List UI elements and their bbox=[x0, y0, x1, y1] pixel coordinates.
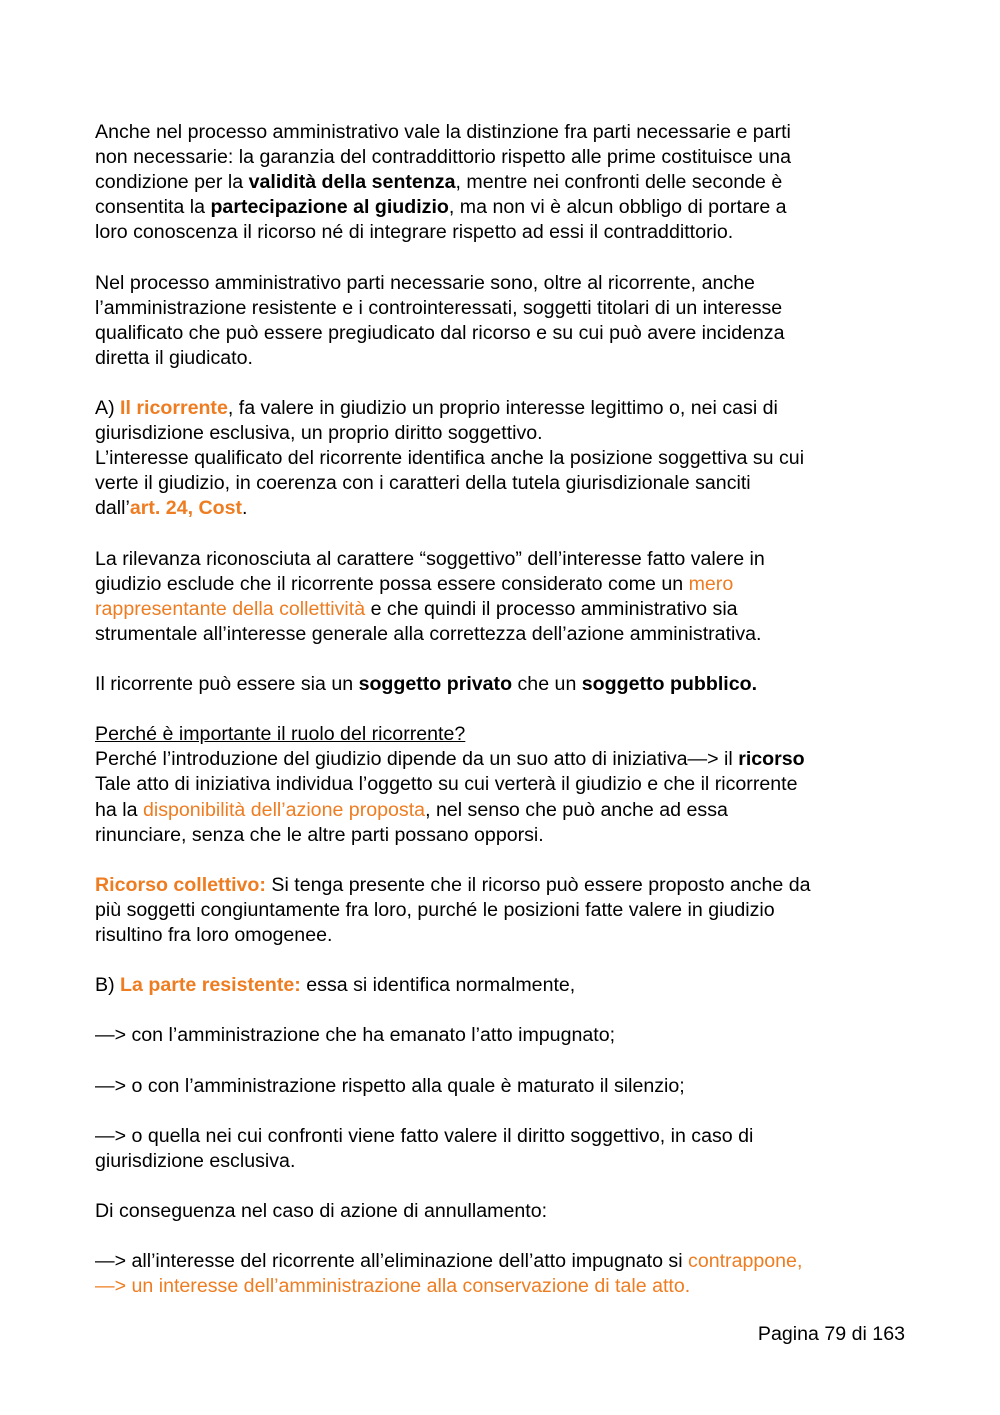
text-span: Nel processo amministrativo parti necessarie sono, oltre al ricorrente, anche bbox=[95, 271, 755, 294]
text-line bbox=[95, 170, 915, 195]
highlight-term: mero bbox=[688, 572, 734, 595]
text-span: più soggetti congiuntamente fra loro, purché le posizioni fatte valere in giudizio bbox=[95, 898, 775, 921]
paragraph-soggetto bbox=[95, 672, 915, 697]
text-span: Anche nel processo amministrativo vale la distinzione fra parti necessarie e parti bbox=[95, 121, 791, 143]
text-span: che un bbox=[512, 673, 582, 696]
text-line bbox=[95, 421, 915, 446]
text-line bbox=[95, 296, 915, 321]
text-span: —> all’interesse del ricorrente all’eliminazione dell’atto impugnato si bbox=[95, 1250, 689, 1273]
highlight-term: rappresentante della collettività bbox=[95, 597, 366, 620]
list-item-diritto-soggettivo bbox=[95, 1124, 915, 1174]
text-line bbox=[95, 1199, 915, 1224]
text-span: La rilevanza riconosciuta al carattere “soggettivo” dell’interesse fatto valere in bbox=[95, 547, 765, 570]
text-span: dall’ bbox=[95, 497, 130, 520]
text-span: giurisdizione esclusiva. bbox=[95, 1149, 296, 1172]
text-line bbox=[95, 747, 915, 772]
bold-term: validità della sentenza bbox=[248, 171, 456, 194]
text-line bbox=[95, 446, 915, 471]
text-line bbox=[95, 321, 915, 346]
text-line bbox=[95, 496, 915, 521]
text-line bbox=[95, 346, 915, 371]
text-line bbox=[95, 1149, 915, 1174]
text-line bbox=[95, 898, 915, 923]
text-span: giurisdizione esclusiva, un proprio diritto soggettivo. bbox=[95, 422, 543, 445]
text-line bbox=[95, 722, 915, 747]
text-span: risultino fra loro omogenee. bbox=[95, 924, 333, 946]
text-span: loro conoscenza il ricorso né di integrare rispetto ad essi il contraddittorio. bbox=[95, 221, 734, 244]
highlight-term: Ricorso collettivo: bbox=[95, 873, 266, 896]
text-line bbox=[95, 145, 915, 170]
text-span: Perché l’introduzione del giudizio dipende da un suo atto di iniziativa—> il bbox=[95, 748, 739, 771]
text-span: strumentale all’interesse generale alla correttezza dell’azione amministrativa. bbox=[95, 622, 762, 645]
text-line bbox=[95, 923, 915, 948]
text-span: giudizio esclude che il ricorrente possa essere considerato come un bbox=[95, 572, 689, 595]
text-span: , ma non vi è alcun obbligo di portare a bbox=[448, 196, 787, 219]
text-span: diretta il giudicato. bbox=[95, 346, 253, 369]
text-span: —> con l’amministrazione che ha emanato l’atto impugnato; bbox=[95, 1024, 616, 1047]
paragraph-parti-necessarie bbox=[95, 120, 915, 245]
text-span: Di conseguenza nel caso di azione di annullamento: bbox=[95, 1200, 548, 1223]
paragraph-contrapposizione bbox=[95, 1249, 915, 1299]
text-line bbox=[95, 798, 915, 823]
paragraph-ricorso-collettivo bbox=[95, 873, 915, 948]
text-span: , nel senso che può anche ad essa bbox=[425, 798, 728, 821]
text-span: e che quindi il processo amministrativo sia bbox=[365, 597, 738, 620]
text-line bbox=[95, 1023, 915, 1048]
paragraph-ricorrente bbox=[95, 396, 915, 521]
text-span: B) bbox=[95, 974, 121, 997]
bold-term: ricorso bbox=[738, 748, 805, 771]
text-span: Il ricorrente può essere sia un bbox=[95, 673, 359, 696]
page-number: Pagina 79 di 163 bbox=[757, 1323, 905, 1345]
text-span: —> o quella nei cui confronti viene fatto valere il diritto soggettivo, in caso di bbox=[95, 1124, 754, 1147]
text-span: Tale atto di iniziativa individua l’oggetto su cui verterà il giudizio e che il ricorrente bbox=[95, 773, 798, 796]
text-span: , mentre nei confronti delle seconde è bbox=[455, 171, 783, 194]
text-line bbox=[95, 547, 915, 572]
highlight-term: art. 24, Cost bbox=[129, 497, 243, 520]
paragraph-rilevanza bbox=[95, 547, 915, 647]
underlined-question: Perché è importante il ruolo del ricorrente? bbox=[95, 723, 466, 746]
bold-term: partecipazione al giudizio bbox=[210, 196, 449, 219]
text-span: rinunciare, senza che le altre parti possano opporsi. bbox=[95, 823, 544, 846]
text-line bbox=[95, 1124, 915, 1149]
text-span: Si tenga presente che il ricorso può essere proposto anche da bbox=[265, 873, 811, 896]
text-line bbox=[95, 572, 915, 597]
text-line bbox=[95, 597, 915, 622]
text-span: essa si identifica normalmente, bbox=[300, 974, 576, 997]
text-span: . bbox=[242, 497, 248, 520]
text-line bbox=[95, 471, 915, 496]
highlight-term: La parte resistente: bbox=[120, 974, 301, 997]
text-span: verte il giudizio, in coerenza con i caratteri della tutela giurisdizionale sanciti bbox=[95, 472, 751, 495]
text-span: qualificato che può essere pregiudicato dal ricorso e su cui può avere incidenza bbox=[95, 321, 785, 344]
bold-term: soggetto privato bbox=[358, 673, 513, 696]
text-line bbox=[95, 1249, 915, 1274]
text-line bbox=[95, 622, 915, 647]
text-span: , fa valere in giudizio un proprio interesse legittimo o, nei casi di bbox=[227, 397, 778, 420]
text-span: consentita la bbox=[95, 196, 211, 219]
page-content bbox=[95, 120, 915, 1299]
text-line bbox=[95, 1274, 915, 1299]
paragraph-conseguenza bbox=[95, 1199, 915, 1224]
paragraph-parti-processo bbox=[95, 271, 915, 371]
text-line bbox=[95, 120, 915, 145]
text-span: l’amministrazione resistente e i controinteressati, soggetti titolari di un interesse bbox=[95, 296, 783, 319]
text-span: ha la bbox=[95, 798, 143, 821]
text-span: A) bbox=[95, 397, 121, 420]
highlight-term: contrappone, bbox=[688, 1250, 803, 1273]
text-line bbox=[95, 672, 915, 697]
highlight-term: —> un interesse dell’amministrazione alla conservazione di tale atto. bbox=[95, 1275, 691, 1298]
text-span: —> o con l’amministrazione rispetto alla quale è maturato il silenzio; bbox=[95, 1074, 685, 1097]
list-item-atto-impugnato bbox=[95, 1023, 915, 1048]
text-line bbox=[95, 271, 915, 296]
text-line bbox=[95, 1074, 915, 1099]
text-line bbox=[95, 220, 915, 245]
bold-term: soggetto pubblico. bbox=[581, 673, 758, 696]
text-line bbox=[95, 873, 915, 898]
text-span: condizione per la bbox=[95, 171, 249, 194]
text-line bbox=[95, 195, 915, 220]
highlight-term: disponibilità dell’azione proposta bbox=[142, 798, 426, 821]
text-line bbox=[95, 396, 915, 421]
highlight-term: Il ricorrente bbox=[120, 397, 228, 420]
text-span: non necessarie: la garanzia del contraddittorio rispetto alle prime costituisce una bbox=[95, 146, 791, 169]
text-span: L’interesse qualificato del ricorrente identifica anche la posizione soggettiva su cui bbox=[95, 447, 805, 470]
paragraph-parte-resistente bbox=[95, 973, 915, 998]
text-line bbox=[95, 823, 915, 848]
text-line bbox=[95, 973, 915, 998]
paragraph-ruolo-ricorrente bbox=[95, 722, 915, 847]
text-line bbox=[95, 772, 915, 797]
list-item-silenzio bbox=[95, 1074, 915, 1099]
